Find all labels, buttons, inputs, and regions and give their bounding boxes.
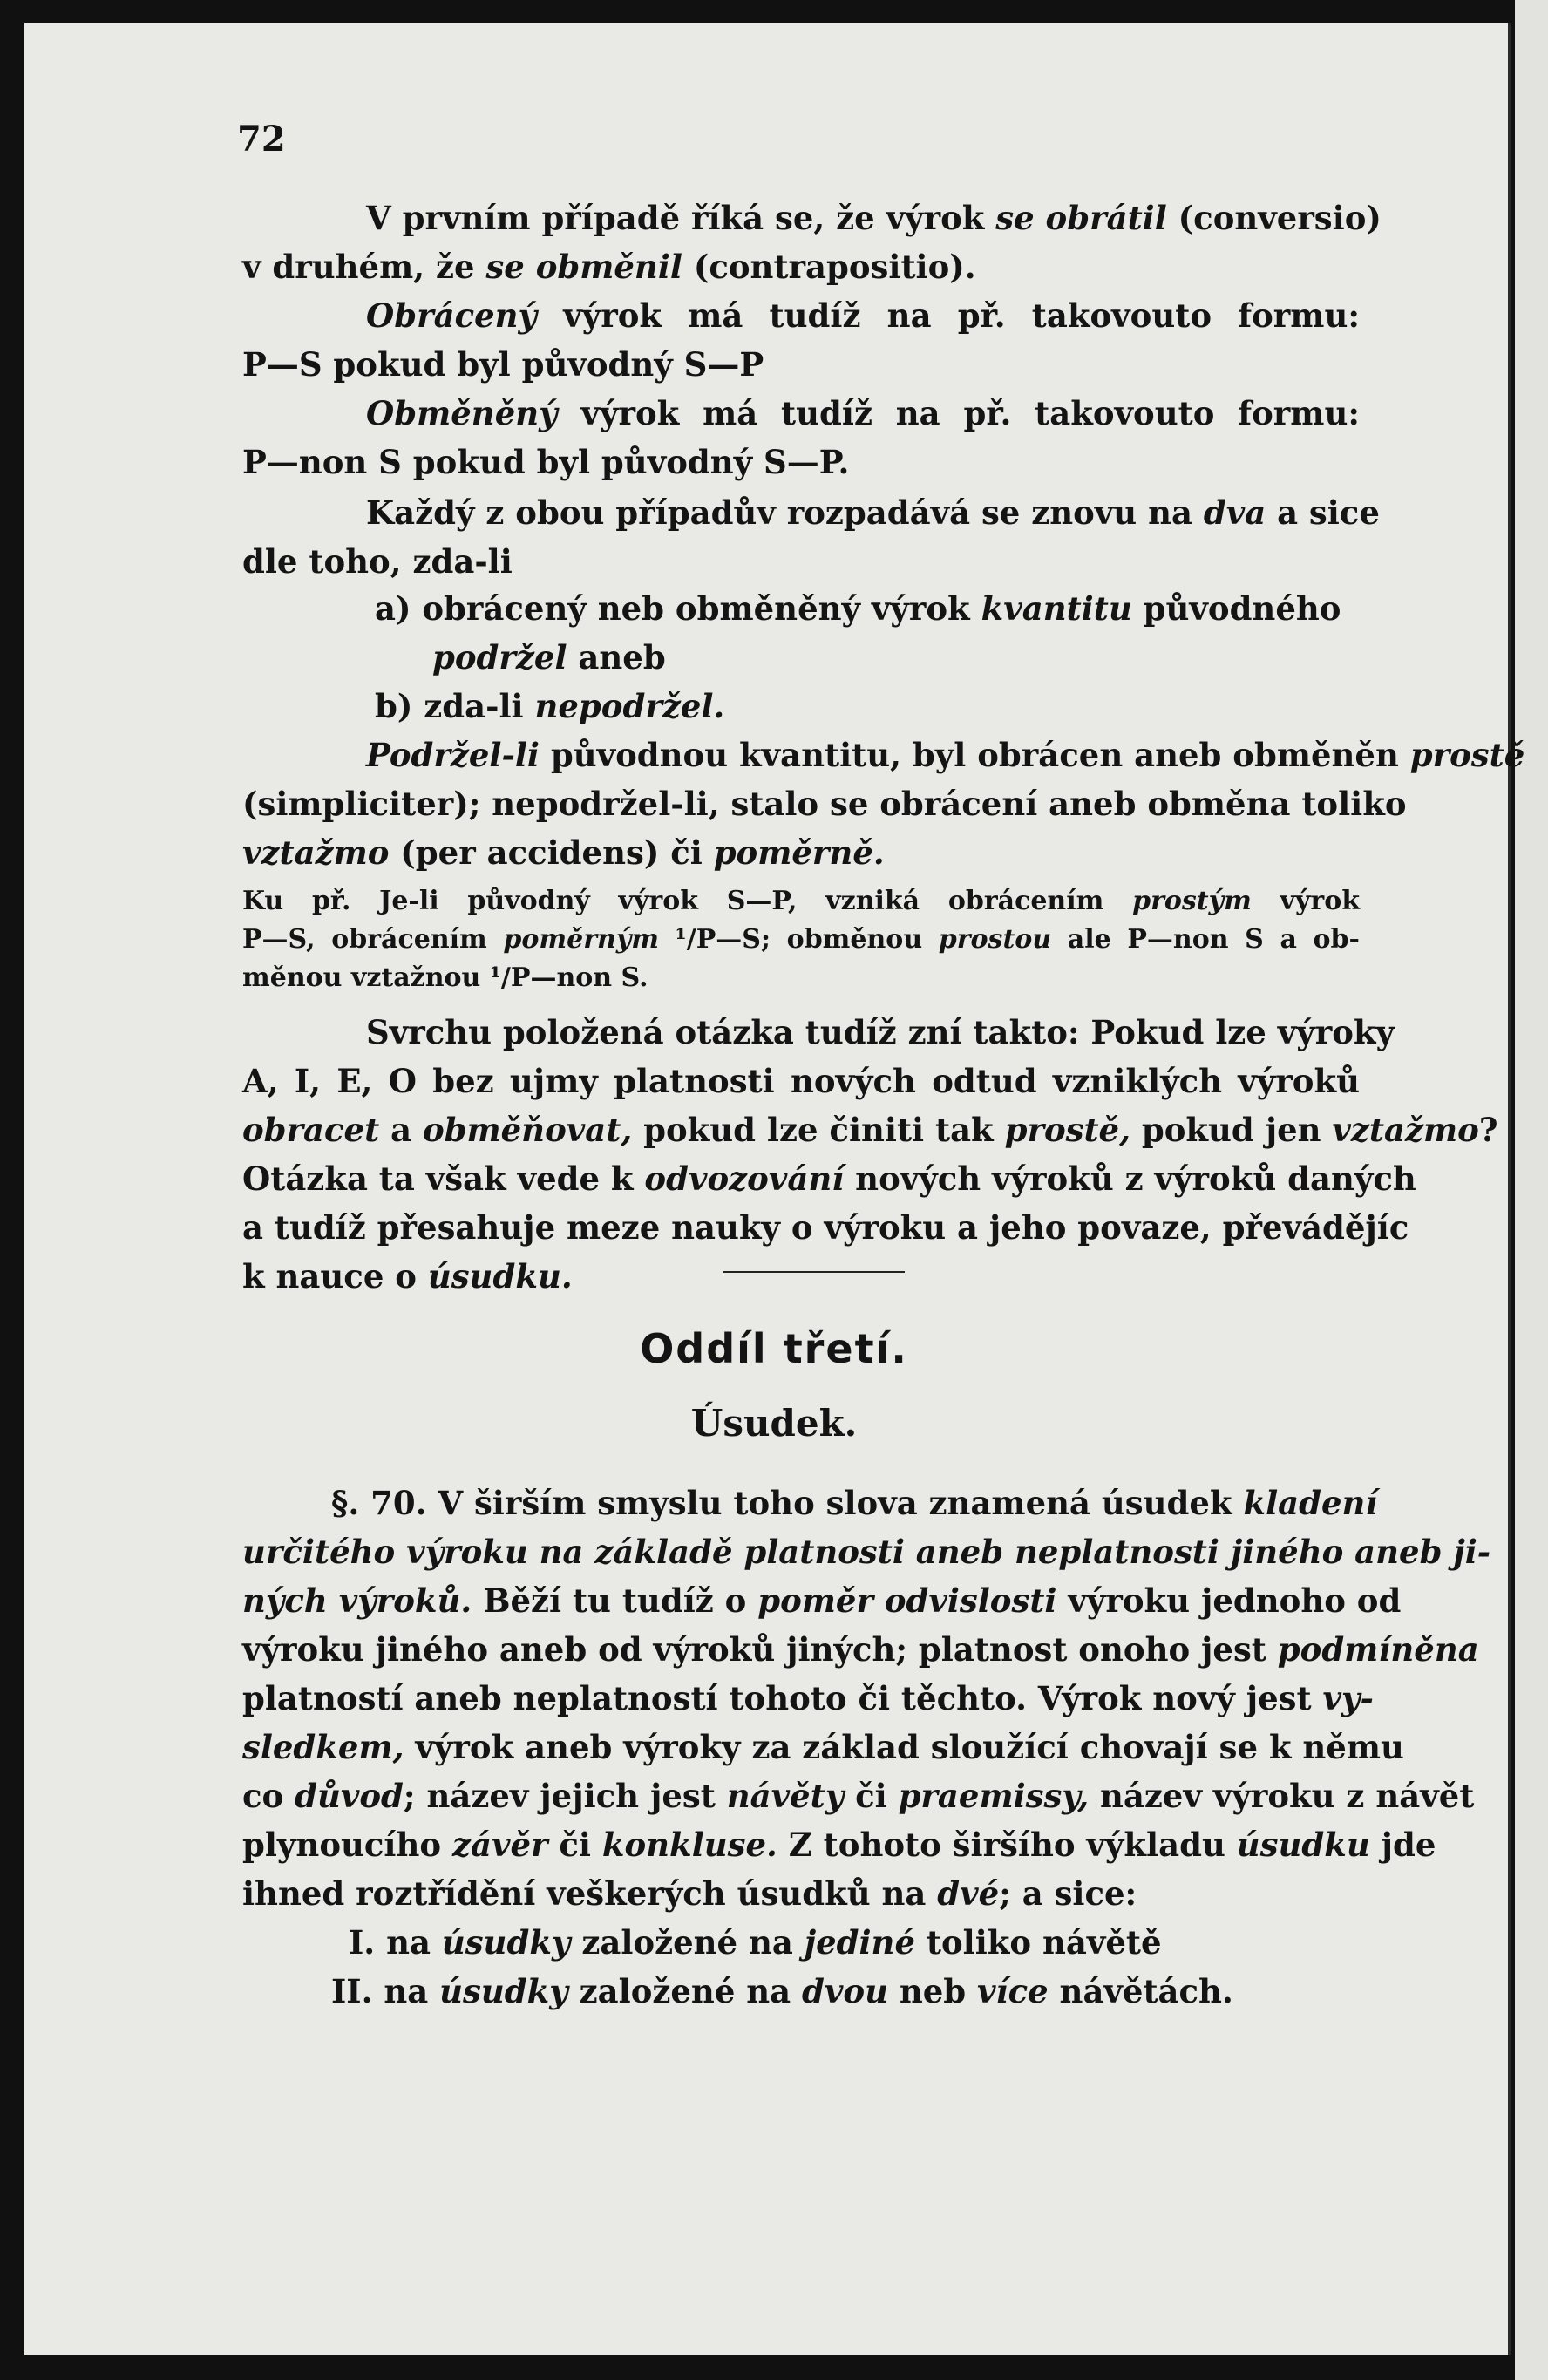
text-line: V prvním případě říká se, že výrok se obrátil (conversio)	[366, 199, 1382, 237]
list-item-a: a) obrácený neb obměněný výrok kvantitu původného	[375, 589, 1341, 628]
text-line: co důvod; název jejich jest návěty či praemissy, název výroku z návět	[242, 1777, 1475, 1815]
text-line: ihned roztřídění veškerých úsudků na dvé; a sice:	[242, 1874, 1137, 1913]
text-line: P—S pokud byl původný S—P	[242, 345, 764, 384]
text-line: A, I, E, O bez ujmy platnosti nových odtud vzniklých výroků	[242, 1062, 1360, 1100]
text-line: Podržel-li původnou kvantitu, byl obrácen aneb obměněn prostě	[366, 736, 1525, 774]
text-line: určitého výroku na základě platnosti aneb neplatnosti jiného aneb ji-	[242, 1533, 1491, 1571]
section-title: Oddíl třetí.	[640, 1325, 908, 1372]
list-item-2: II. na úsudky založené na dvou neb více návětách.	[331, 1972, 1233, 2010]
text-line: Otázka ta však vede k odvozování nových výroků z výroků daných	[242, 1159, 1416, 1198]
text-line: ných výroků. Běží tu tudíž o poměr odvislosti výroku jednoho od	[242, 1581, 1402, 1620]
text-line: platností aneb neplatností tohoto či těchto. Výrok nový jest vy-	[242, 1679, 1374, 1717]
text-line: k nauce o úsudku.	[242, 1257, 573, 1295]
text-line: a tudíž přesahuje meze nauky o výroku a jeho povaze, převádějíc	[242, 1208, 1409, 1247]
text-line: výroku jiného aneb od výroků jiných; platnost onoho jest podmíněna	[242, 1630, 1479, 1669]
list-item-a-cont: podržel aneb	[432, 638, 666, 677]
text-line: plynoucího závěr či konkluse. Z tohoto širšího výkladu úsudku jde	[242, 1826, 1436, 1864]
page-number: 72	[237, 119, 286, 160]
section-rule	[723, 1271, 905, 1273]
text-line: (simpliciter); nepodržel-li, stalo se obrácení aneb obměna toliko	[242, 785, 1407, 823]
text-line: Každý z obou případův rozpadává se znovu na dva a sice	[366, 493, 1380, 532]
text-line: P—non S pokud byl původný S—P.	[242, 443, 850, 481]
list-item-1: I. na úsudky založené na jediné toliko návětě	[349, 1923, 1162, 1962]
text-line: vztažmo (per accidens) či poměrně.	[242, 833, 885, 872]
small-text-line: měnou vztažnou ¹/P—non S.	[242, 962, 648, 993]
text-line: obracet a obměňovat, pokud lze činiti tak prostě, pokud jen vztažmo?	[242, 1111, 1498, 1149]
small-text-line: P—S, obrácením poměrným ¹/P—S; obměnou prostou ale P—non S a ob-	[242, 924, 1360, 955]
text-line: Obrácený výrok má tudíž na př. takovouto formu:	[366, 296, 1360, 335]
text-line: sledkem, výrok aneb výroky za základ sloužící chovají se k němu	[242, 1728, 1404, 1766]
text-line: Obměněný výrok má tudíž na př. takovouto formu:	[366, 394, 1360, 432]
text-line: dle toho, zda-li	[242, 542, 513, 581]
text-line: Svrchu položená otázka tudíž zní takto: Pokud lze výroky	[366, 1013, 1395, 1051]
text-line: v druhém, že se obměnil (contrapositio).	[242, 248, 976, 286]
section-subtitle: Úsudek.	[690, 1402, 858, 1445]
small-text-line: Ku př. Je-li původný výrok S—P, vzniká obrácením prostým výrok	[242, 886, 1360, 916]
text-line: §. 70. V širším smyslu toho slova znamená úsudek kladení	[331, 1484, 1378, 1522]
list-item-b: b) zda-li nepodržel.	[375, 687, 725, 725]
